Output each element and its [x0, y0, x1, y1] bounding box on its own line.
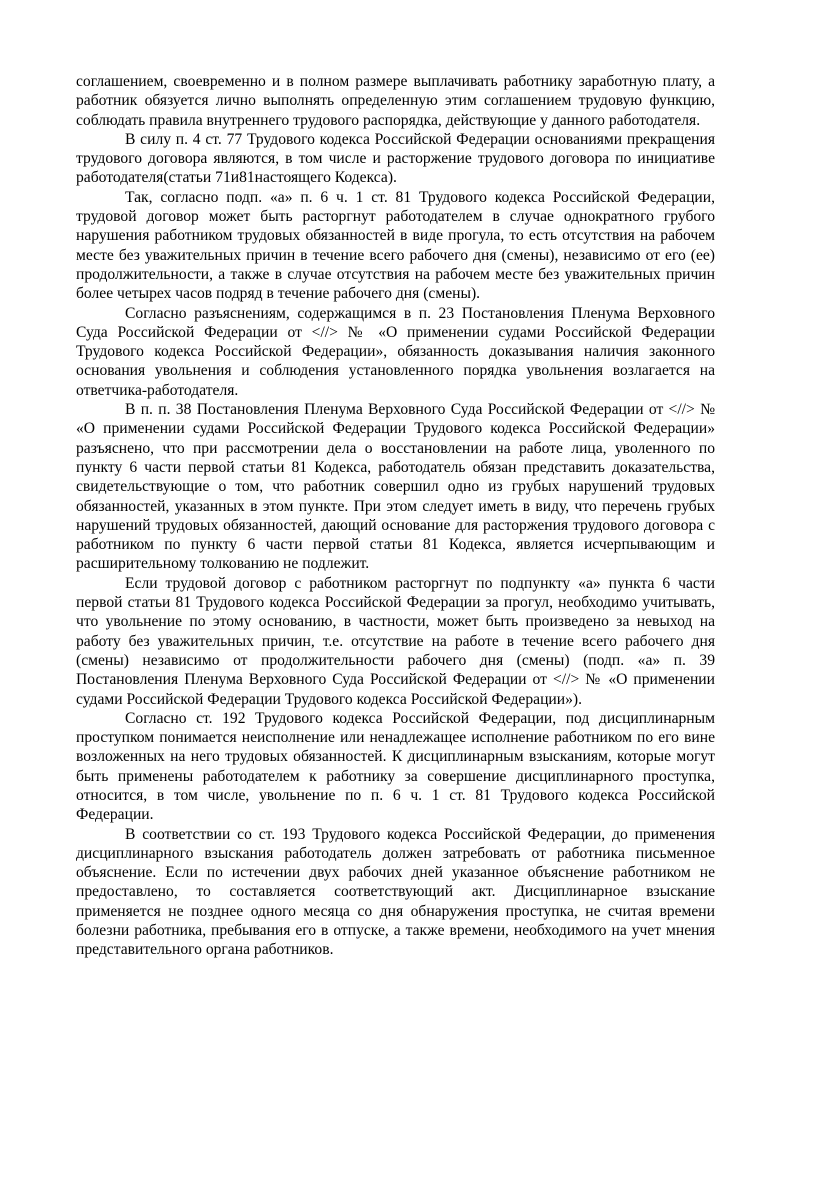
- paragraph-5: В п. п. 38 Постановления Пленума Верховного Суда Российской Федерации от <//> № «О применении судами Российской Федерации Трудового кодекса Российской Федерации» разъяснено, что при рассмотрении дела о восстановлении на работе лица, уволенного по пункту 6 части первой статьи 81 Кодекса, работодатель обязан представить доказательства, свидетельствующие о том, что работник совершил одно из грубых нарушений трудовых обязанностей, указанных в этом пункте. При этом следует иметь в виду, что перечень грубых нарушений трудовых обязанностей, дающий основание для расторжения трудового договора с работником по пункту 6 части первой статьи 81 Кодекса, является исчерпывающим и расширительному толкованию не подлежит.: [76, 401, 715, 573]
- paragraph-6: Если трудовой договор с работником расторгнут по подпункту «а» пункта 6 части первой статьи 81 Трудового кодекса Российской Федерации за прогул, необходимо учитывать, что увольнение по этому основанию, в частности, может быть произведено за невыход на работу без уважительных причин, т.е. отсутствие на работе в течение всего рабочего дня (смены) независимо от продолжительности рабочего дня (смены) (подп. «а» п. 39 Постановления Пленума Верховного Суда Российской Федерации от <//> № «О применении судами Российской Федерации Трудового кодекса Российской Федерации»).: [76, 574, 715, 708]
- paragraph-8: В соответствии со ст. 193 Трудового кодекса Российской Федерации, до применения дисциплинарного взыскания работодатель должен затребовать от работника письменное объяснение. Если по истечении двух рабочих дней указанное объяснение работником не предоставлено, то составляется соответствующий акт. Дисциплинарное взыскание применяется не позднее одного месяца со дня обнаружения проступка, не считая времени болезни работника, пребывания его в отпуске, а также времени, необходимого на учет мнения представительного органа работников.: [76, 825, 715, 959]
- paragraph-1: соглашением, своевременно и в полном размере выплачивать работнику заработную плату, а работник обязуется лично выполнять определенную этим соглашением трудовую функцию, соблюдать правила внутреннего трудового распорядка, действующие у данного работодателя.: [76, 73, 715, 129]
- paragraph-4: Согласно разъяснениям, содержащимся в п. 23 Постановления Пленума Верховного Суда Российской Федерации от <//> № «О применении судами Российской Федерации Трудового кодекса Российской Федерации», обязанность доказывания наличия законного основания увольнения и соблюдения установленного порядка увольнения возлагается на ответчика-работодателя.: [76, 304, 715, 399]
- document-page: [76, 72, 715, 960]
- paragraph-2: В силу п. 4 ст. 77 Трудового кодекса Российской Федерации основаниями прекращения трудового договора являются, в том числе и расторжение трудового договора по инициативе работодателя(статьи 71и81настоящего Кодекса).: [76, 130, 715, 187]
- paragraph-7: Согласно ст. 192 Трудового кодекса Российской Федерации, под дисциплинарным проступком понимается неисполнение или ненадлежащее исполнение работником по его вине возложенных на него трудовых обязанностей. К дисциплинарным взысканиям, которые могут быть применены работодателем к работнику за совершение дисциплинарного проступка, относится, в том числе, увольнение по п. 6 ч. 1 ст. 81 Трудового кодекса Российской Федерации.: [76, 709, 715, 824]
- paragraph-3: Так, согласно подп. «а» п. 6 ч. 1 ст. 81 Трудового кодекса Российской Федерации, трудовой договор может быть расторгнут работодателем в случае однократного грубого нарушения работником трудовых обязанностей в виде прогула, то есть отсутствия на рабочем месте без уважительных причин в течение всего рабочего дня (смены), независимо от его (ее) продолжительности, а также в случае отсутствия на рабочем месте без уважительных причин более четырех часов подряд в течение рабочего дня (смены).: [76, 188, 715, 303]
